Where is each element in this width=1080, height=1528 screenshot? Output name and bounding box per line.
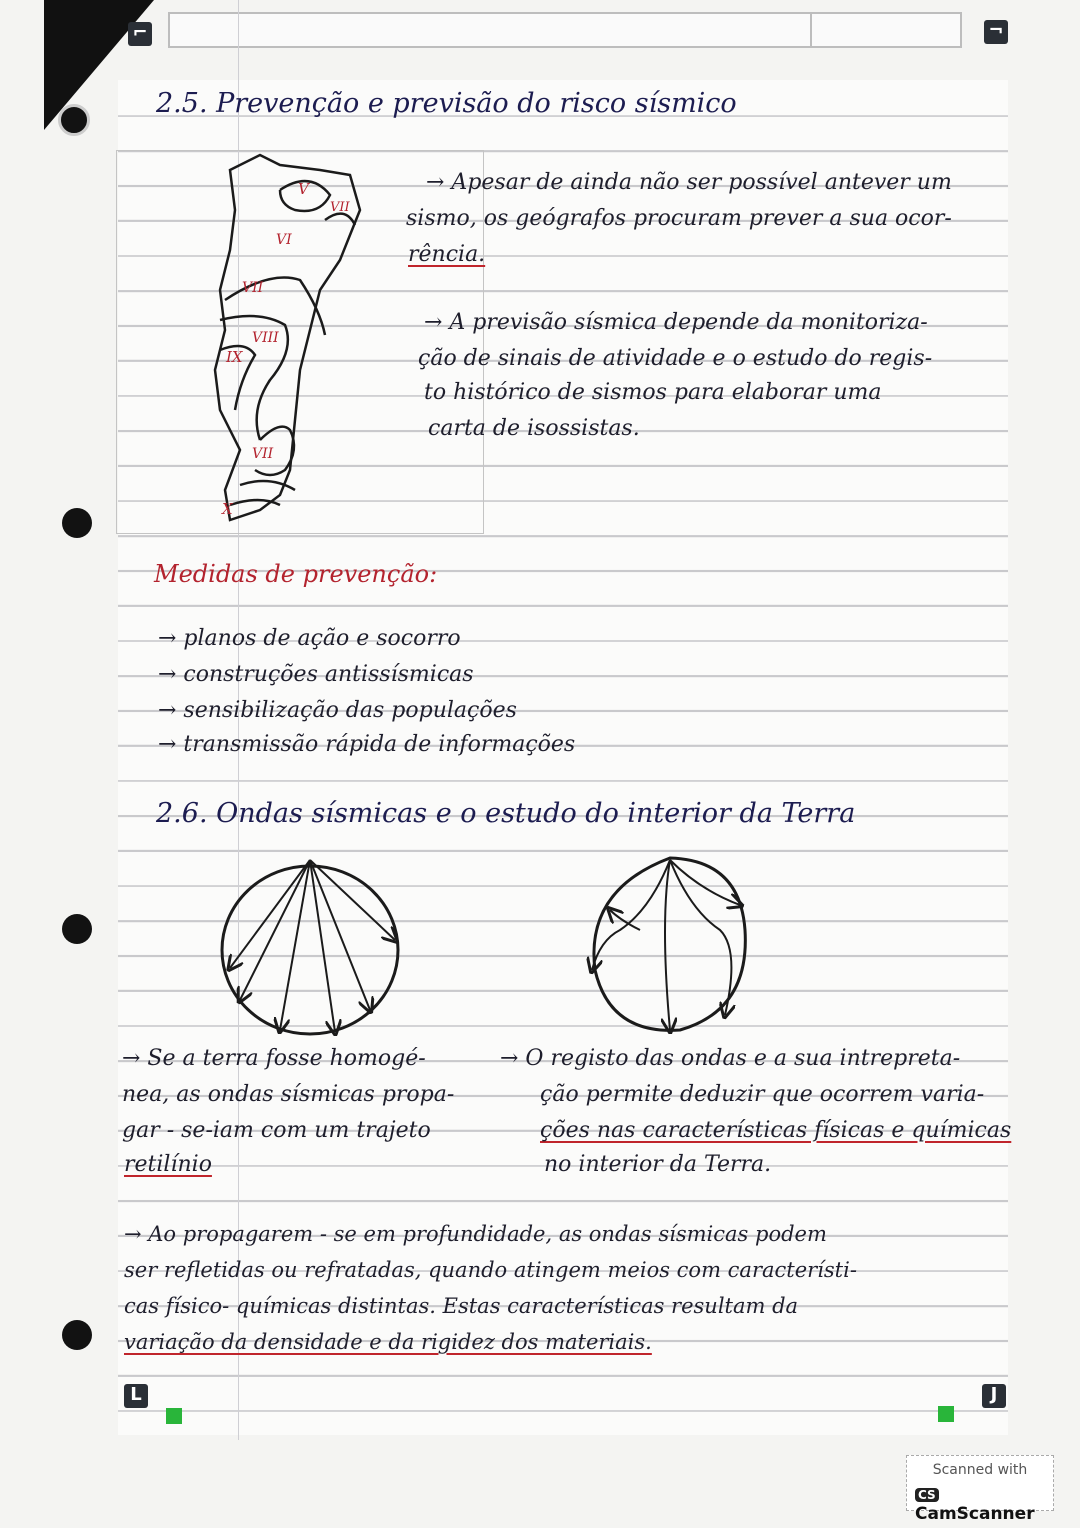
measure-item: → construções antissísmicas	[158, 662, 474, 687]
portugal-isoseismal-map	[200, 150, 400, 530]
map-label: X	[222, 500, 233, 518]
section-2-5-title: 2.5. Prevenção e previsão do risco sísmico	[156, 88, 737, 119]
bottom-text-line: cas físico- químicas distintas. Estas características resultam da	[124, 1294, 799, 1318]
bottom-text-line: variação da densidade e da rigidez dos materiais.	[124, 1330, 652, 1354]
layered-earth-wave-diagram	[580, 850, 760, 1040]
paragraph1-line: sismo, os geógrafos procuram prever a sua ocor-	[406, 206, 952, 231]
binder-hole	[62, 1320, 92, 1350]
watermark-line2-wrap	[915, 1484, 1053, 1524]
left-text-line: → Se a terra fosse homogé-	[122, 1046, 426, 1071]
right-text-line: no interior da Terra.	[544, 1152, 772, 1177]
binder-hole	[62, 914, 92, 944]
bottom-text-line: → Ao propagarem - se em profundidade, as ondas sísmicas podem	[124, 1222, 827, 1246]
map-label: VII	[242, 280, 264, 296]
watermark-line1: Scanned with	[932, 1462, 1028, 1478]
binder-hole	[58, 104, 90, 136]
paragraph2-line: carta de isossistas.	[428, 416, 640, 441]
top-right-corner-marker-icon: ¬	[984, 20, 1008, 44]
bottom-text-line: ser refletidas ou refratadas, quando atingem meios com característi-	[124, 1258, 857, 1282]
measures-title: Medidas de prevenção:	[154, 560, 438, 588]
paragraph1-line: rência.	[408, 242, 486, 267]
right-text-line: ção permite deduzir que ocorrem varia-	[540, 1082, 985, 1107]
header-divider	[810, 12, 812, 46]
paragraph1-line: → Apesar de ainda não ser possível antever um	[426, 170, 952, 195]
green-marker	[166, 1408, 182, 1424]
homogeneous-earth-wave-diagram	[210, 850, 410, 1040]
map-label: VII	[252, 446, 274, 462]
measure-item: → transmissão rápida de informações	[158, 732, 576, 757]
map-label: VII	[330, 200, 350, 215]
measure-item: → planos de ação e socorro	[158, 626, 461, 651]
left-text-line: retilínio	[124, 1152, 212, 1177]
section-2-6-title: 2.6. Ondas sísmicas e o estudo do interior da Terra	[156, 798, 856, 829]
bottom-right-corner-marker-icon: J	[982, 1384, 1006, 1408]
right-text-line: ções nas características físicas e químicas	[540, 1118, 1012, 1143]
paragraph2-line: → A previsão sísmica depende da monitoriza-	[424, 310, 928, 335]
watermark-line2: CamScanner	[915, 1504, 1035, 1524]
camscanner-logo-icon: CS	[915, 1488, 939, 1502]
left-text-line: gar - se-iam com um trajeto	[122, 1118, 431, 1143]
map-label: IX	[226, 348, 243, 366]
top-left-corner-marker-icon: ⌐	[128, 22, 152, 46]
measure-item: → sensibilização das populações	[158, 698, 517, 723]
map-label: VI	[276, 232, 292, 248]
bottom-left-corner-marker-icon: L	[124, 1384, 148, 1408]
header-box	[168, 12, 962, 48]
map-label: VIII	[252, 330, 279, 346]
map-label: V	[298, 180, 309, 198]
paragraph2-line: ção de sinais de atividade e o estudo do regis-	[418, 346, 933, 371]
green-marker	[938, 1406, 954, 1422]
camscanner-watermark	[906, 1455, 1054, 1524]
right-text-line: → O registo das ondas e a sua intrepreta-	[500, 1046, 961, 1071]
binder-hole	[62, 508, 92, 538]
paragraph2-line: to histórico de sismos para elaborar uma	[424, 380, 882, 405]
left-text-line: nea, as ondas sísmicas propa-	[122, 1082, 455, 1107]
